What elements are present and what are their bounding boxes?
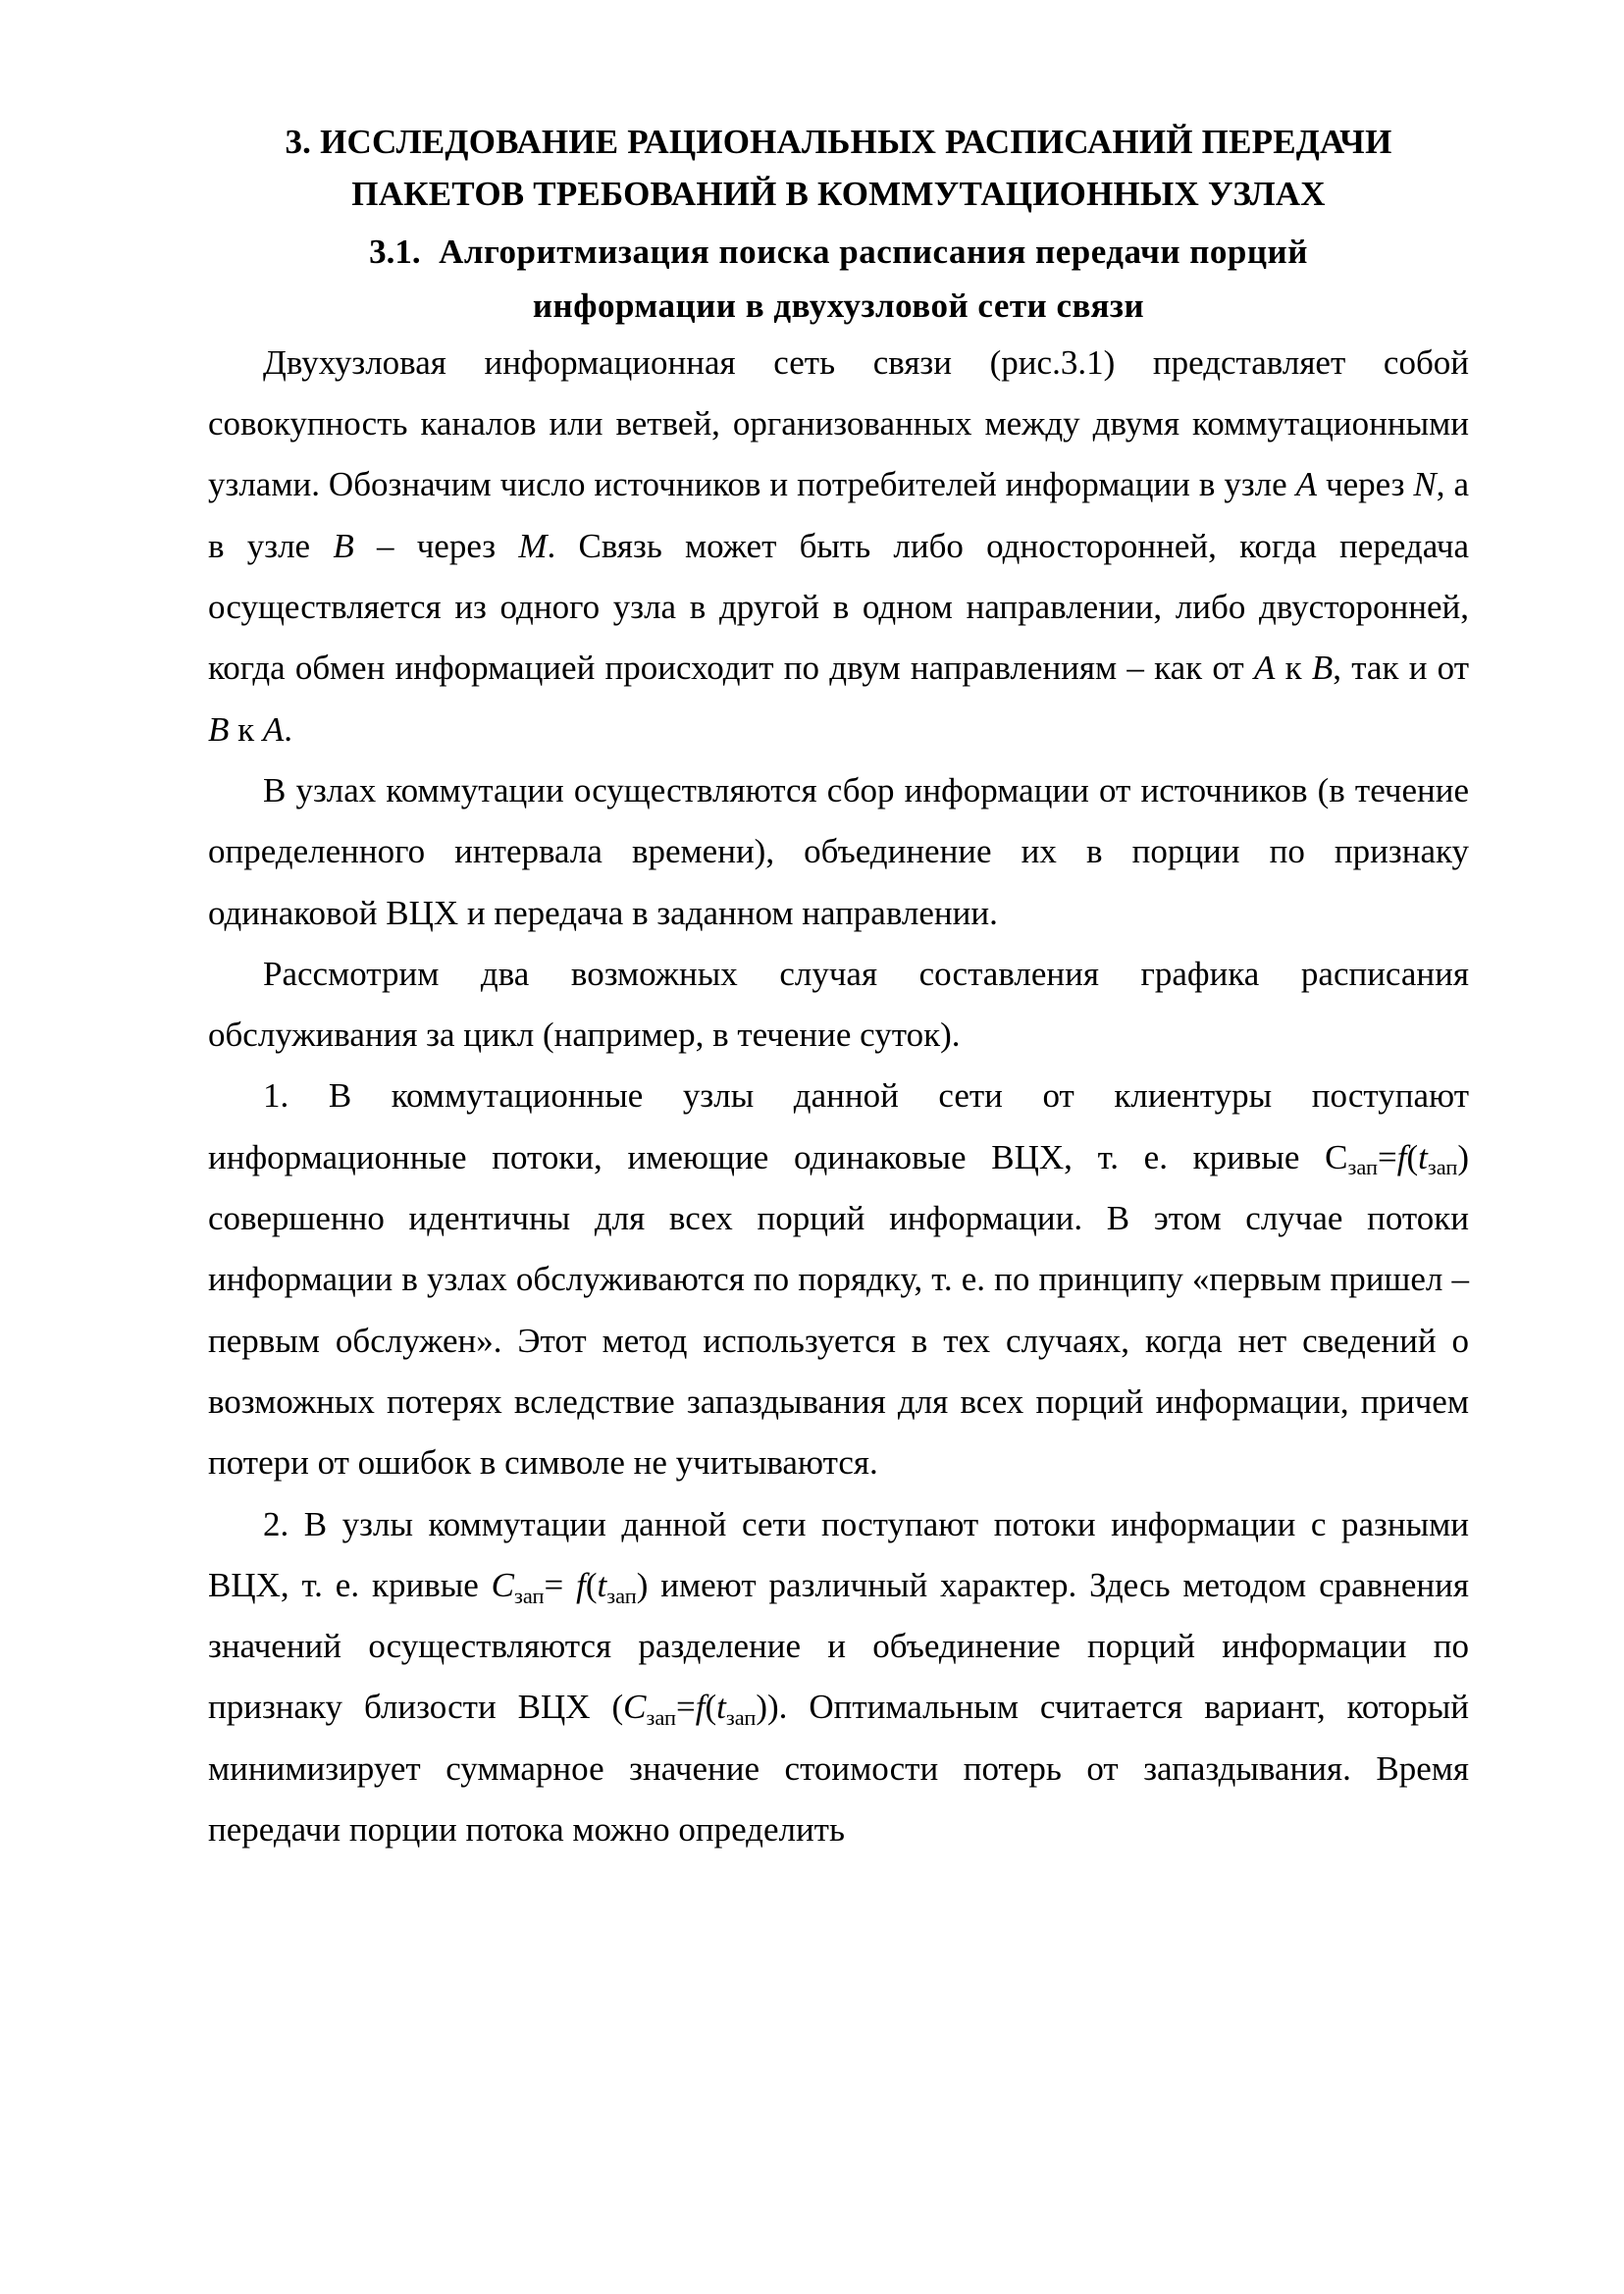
formula3-C: C <box>623 1688 647 1727</box>
formula2-C-subscript: зап <box>514 1583 545 1608</box>
variable-A-3: A <box>262 709 285 749</box>
variable-M: M <box>518 526 548 565</box>
p1-text-c: , а в узле <box>208 465 1469 565</box>
p5-text-b: имеют различный характер. Здесь методом сравнения значений осуществляются разделение и объединение порций информации по признаку близости ВЦХ ( <box>208 1565 1469 1727</box>
paragraph-2 <box>208 760 1469 944</box>
formula-c-zap-2 <box>491 1565 649 1608</box>
p2-text: В узлах коммутации осуществляются сбор информации от источников (в течение определенного интервала времени), объединение их в порции по признаку одинаковой ВЦХ и передача в заданном направлении. <box>208 770 1469 932</box>
formula3-t: t <box>716 1688 726 1727</box>
formula-t: t <box>1418 1137 1428 1176</box>
p1-text-e: . Связь может быть либо односторонней, когда передача осуществляется из одного узла в другой в одном направлении, либо двусторонней, когда обмен информацией происходит по двум направлениям – как от <box>208 526 1469 688</box>
section-heading <box>208 226 1469 333</box>
chapter-title <box>208 116 1469 220</box>
p1-text-i: . <box>284 709 293 749</box>
page-content <box>208 116 1469 1860</box>
p1-text-h: к <box>229 709 263 749</box>
p1-text-b: через <box>1317 465 1414 504</box>
p4-text-b: совершенно идентичны для всех порций информации. В этом случае потоки информации в узлах обслуживаются по порядку, т. е. по принципу «первым пришел – первым обслужен». Этот метод используется в тех случаях, когда нет сведений о возможных потерях вследствие запаздывания для всех порций информации, причем потери от ошибок в символе не учитываются. <box>208 1199 1469 1483</box>
chapter-title-line-2: ПАКЕТОВ ТРЕБОВАНИЙ В КОММУТАЦИОННЫХ УЗЛАХ <box>351 175 1326 214</box>
formula2-paren-open: ( <box>585 1565 598 1604</box>
formula3-t-subscript: зап <box>725 1705 757 1731</box>
formula-c-zap-1 <box>1325 1137 1469 1180</box>
formula-C-subscript: зап <box>1347 1155 1378 1180</box>
formula2-t: t <box>597 1565 607 1604</box>
p3-text: Рассмотрим два возможных случая составления графика расписания обслуживания за цикл (например, в течение суток). <box>208 954 1469 1055</box>
formula3-f: f <box>695 1688 706 1727</box>
paragraph-4-item-1 <box>208 1066 1469 1493</box>
section-number: 3.1. <box>369 233 421 272</box>
formula-C: C <box>1325 1137 1348 1176</box>
formula-t-subscript: зап <box>1427 1155 1458 1180</box>
formula2-equals: = <box>544 1565 577 1604</box>
p1-text-f: к <box>1275 649 1312 688</box>
p5-text-c: ). Оптимальным считается вариант, который минимизирует суммарное значение стоимости потерь от запаздывания. Время передачи порции потока можно определить <box>208 1688 1469 1849</box>
chapter-title-line-1: 3. ИССЛЕДОВАНИЕ РАЦИОНАЛЬНЫХ РАСПИСАНИЙ ПЕРЕДАЧИ <box>285 123 1392 161</box>
p1-text-a: Двухузловая информационная сеть связи (рис.3.1) представляет собой совокупность каналов или ветвей, организованных между двумя коммутационными узлами. Обозначим число источников и потребителей информации в узле <box>208 342 1469 504</box>
variable-A-2: A <box>1253 649 1276 688</box>
p5-text-a: 2. В узлы коммутации данной сети поступают потоки информации с разными ВЦХ, т. е. кривые <box>208 1504 1469 1604</box>
formula-c-zap-3 <box>623 1688 768 1731</box>
section-title-line-2: информации в двухузловой сети связи <box>532 286 1145 325</box>
p1-text-d: – через <box>353 526 519 565</box>
formula3-paren-close: ) <box>756 1688 768 1727</box>
formula2-f: f <box>576 1565 586 1604</box>
formula-paren-open: ( <box>1406 1137 1419 1176</box>
p4-text-a: 1. В коммутационные узлы данной сети от клиентуры поступают информационные потоки, имеющие одинаковые ВЦХ, т. е. кривые <box>208 1076 1469 1176</box>
formula2-C: C <box>491 1565 515 1604</box>
variable-A: A <box>1295 465 1318 504</box>
variable-N: N <box>1413 465 1437 504</box>
formula2-paren-close: ) <box>636 1565 649 1604</box>
variable-B: B <box>333 526 354 565</box>
variable-B-2: B <box>1311 649 1334 688</box>
formula-equals: = <box>1377 1137 1397 1176</box>
paragraph-3 <box>208 944 1469 1067</box>
variable-B-3: B <box>208 709 230 749</box>
paragraph-5-item-2 <box>208 1494 1469 1861</box>
formula3-paren-open: ( <box>705 1688 717 1727</box>
section-title-line-1: Алгоритмизация поиска расписания передачи порций <box>439 233 1308 272</box>
p1-text-g: , так и от <box>1333 649 1469 688</box>
paragraph-1 <box>208 333 1469 760</box>
formula-paren-close: ) <box>1457 1137 1469 1176</box>
formula2-t-subscript: зап <box>606 1583 637 1608</box>
formula3-C-subscript: зап <box>646 1705 676 1731</box>
formula-f: f <box>1396 1137 1407 1176</box>
formula3-equals: = <box>676 1688 696 1727</box>
